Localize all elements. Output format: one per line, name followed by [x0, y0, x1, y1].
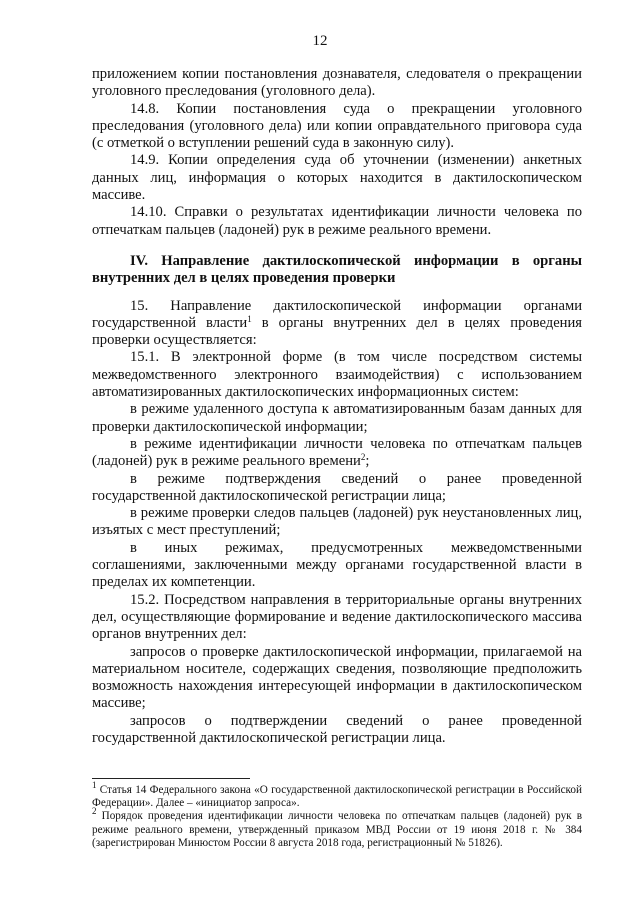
paragraph-15-2: 15.2. Посредством направления в территориальные органы внутренних дел, осуществляющие формирование и ведение дактилоскопического массива органов внутренних дел: [92, 591, 582, 643]
footnote-ref-2: 2 [360, 452, 366, 463]
paragraph-15-1: 15.1. В электронной форме (в том числе посредством системы межведомственного электронного взаимодействия) с использованием автоматизированных дактилоскопических информационных систем: [92, 349, 582, 401]
section-heading: IV. Направление дактилоскопической информации в органы внутренних дел в целях проведения проверки [92, 252, 582, 287]
footnote-1-text: Статья 14 Федерального закона «О государственной дактилоскопической регистрации в Российской Федерации». Далее – «инициатор запроса». [92, 784, 582, 810]
document-body [92, 66, 582, 747]
list-item-other-modes: в иных режимах, предусмотренных межведомственными соглашениями, заключенными между органами государственной власти в пределах их компетенции. [92, 539, 582, 591]
paragraph-15-text-end: в органы внутренних дел в целях проведения проверки осуществляется: [92, 314, 583, 349]
realtime-text: в режиме идентификации личности человека по отпечаткам пальцев (ладоней) рук в режиме реального времени [92, 435, 582, 470]
footnote-divider [92, 778, 250, 779]
footnote-1 [92, 780, 582, 810]
paragraph-14-10: 14.10. Справки о результатах идентификации личности человека по отпечаткам пальцев (ладоней) рук в режиме реального времени. [92, 204, 582, 238]
page-number: 12 [312, 33, 328, 49]
list-item-remote-access: в режиме удаленного доступа к автоматизированным базам данных для проверки дактилоскопической информации; [92, 401, 582, 435]
footnote-mark-2: 2 [92, 806, 97, 817]
footnote-ref-1: 1 [247, 313, 252, 324]
paragraph-15 [92, 298, 582, 350]
realtime-text-end: ; [365, 453, 370, 470]
list-item-registration-confirmation: в режиме подтверждения сведений о ранее проведенной государственной дактилоскопической регистрации лица; [92, 470, 582, 504]
footnote-2-text: Порядок проведения идентификации личности человека по отпечаткам пальцев (ладоней) рук в режиме реального времени, утвержденный приказом МВД России от 19 июня 2018 г. № 384 (зарегистрирован Минюстом России 8 августа 2018 года, регистрационный № 51826). [92, 810, 582, 849]
paragraph-continuation: приложением копии постановления дознавателя, следователя о прекращении уголовного преследования (уголовного дела). [92, 66, 582, 100]
footnotes [92, 780, 582, 850]
paragraph-15-text-start: 15. Направление дактилоскопической информации органами государственной власти [92, 297, 582, 331]
paragraph-14-9: 14.9. Копии определения суда об уточнении (изменении) анкетных данных лиц, информация о которых находится в дактилоскопическом массиве. [92, 152, 582, 204]
list-item-trace-check: в режиме проверки следов пальцев (ладоней) рук неустановленных лиц, изъятых с мест преступлений; [92, 505, 582, 539]
paragraph-14-8: 14.8. Копии постановления суда о прекращении уголовного преследования (уголовного дела) или копии оправдательного приговора суда (с отметкой о вступлении решений суда в законную силу). [92, 100, 582, 152]
list-item-confirmation-requests: запросов о подтверждении сведений о ранее проведенной государственной дактилоскопической регистрации лица. [92, 712, 582, 746]
footnote-2 [92, 806, 582, 850]
list-item-realtime-identification [92, 436, 582, 471]
footnote-mark-1: 1 [92, 780, 97, 790]
list-item-check-requests: запросов о проверке дактилоскопической информации, прилагаемой на материальном носителе, содержащих сведения, позволяющие предположить возможность нахождения интересующей информации в дактилоскопическом массиве; [92, 643, 582, 712]
